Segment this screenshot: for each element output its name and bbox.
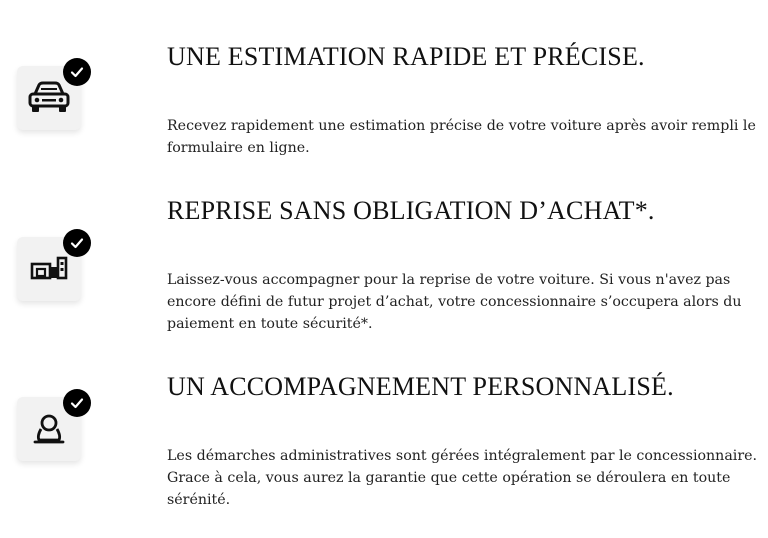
dealership-icon <box>29 254 69 284</box>
checkmark-badge-icon <box>63 58 91 86</box>
feature-description: Les démarches administratives sont gérées intégralement par le concessionnaire. Grace à cela, vous aurez la garantie que cette opération se déroulera en toute sérénité. <box>167 448 758 508</box>
car-icon <box>26 80 72 116</box>
feature-title: UNE ESTIMATION RAPIDE ET PRÉCISE. <box>167 42 645 71</box>
checkmark-badge-icon <box>63 229 91 257</box>
checkmark-badge-icon <box>63 389 91 417</box>
feature-description: Recevez rapidement une estimation précise de votre voiture après avoir rempli le formulaire en ligne. <box>167 118 756 156</box>
feature-title: UN ACCOMPAGNEMENT PERSONNALISÉ. <box>167 372 674 401</box>
feature-description: Laissez-vous accompagner pour la reprise de votre voiture. Si vous n'avez pas encore défini de futur projet d’achat, votre concessionnaire s’occupera alors du paiement en toute sécurité*. <box>167 272 742 332</box>
advisor-icon <box>31 412 67 446</box>
feature-title: REPRISE SANS OBLIGATION D’ACHAT*. <box>167 196 655 225</box>
